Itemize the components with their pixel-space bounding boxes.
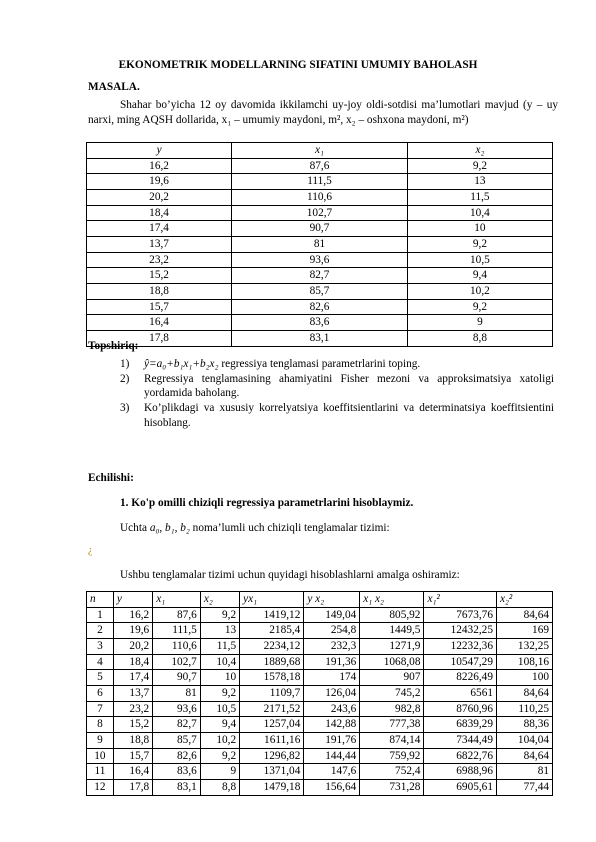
table-row xyxy=(87,748,553,764)
table-cell: 12432,25 xyxy=(424,623,497,639)
table-cell: 18,8 xyxy=(113,733,152,749)
step1-variables: a₀, b₁, b₂ xyxy=(149,522,190,534)
step1-text-pre: Uchta xyxy=(120,522,150,534)
table-row xyxy=(87,299,553,315)
table-cell: 17,4 xyxy=(113,670,152,686)
table-cell: 9,2 xyxy=(200,607,239,623)
table-row xyxy=(87,221,553,237)
table-cell: 1068,08 xyxy=(360,654,424,670)
table-cell: 83,1 xyxy=(232,331,408,347)
table-cell: 77,44 xyxy=(496,780,552,796)
table-cell: 110,6 xyxy=(232,190,408,206)
task-list xyxy=(120,357,554,430)
table-row xyxy=(87,701,553,717)
table-row xyxy=(87,654,553,670)
table-cell: 84,64 xyxy=(496,748,552,764)
column-header: x₂² xyxy=(496,592,552,608)
input-data-table xyxy=(86,142,553,347)
table-cell: 982,8 xyxy=(360,701,424,717)
table-cell: 90,7 xyxy=(232,221,408,237)
table-cell: 9 xyxy=(200,764,239,780)
table-cell: 1257,04 xyxy=(240,717,304,733)
column-header: yx₁ xyxy=(240,592,304,608)
column-header: y x₂ xyxy=(304,592,360,608)
task-number: 3) xyxy=(120,402,130,415)
table-cell: 10,5 xyxy=(407,252,552,268)
table-row xyxy=(87,686,553,702)
table-header-row xyxy=(87,143,553,159)
table-cell: 9 xyxy=(407,315,552,331)
task-item xyxy=(120,401,554,430)
table-cell: 149,04 xyxy=(304,607,360,623)
table-row xyxy=(87,205,553,221)
task-text: Regressiya tenglamasining ahamiyatini Fisher mezoni va approksimatsiya xatoligi yordamida baholang. xyxy=(144,372,554,400)
table-cell: 81 xyxy=(153,686,201,702)
table-cell: 1271,9 xyxy=(360,639,424,655)
table-cell: 1109,7 xyxy=(240,686,304,702)
table-cell: 232,3 xyxy=(304,639,360,655)
table-cell: 84,64 xyxy=(496,686,552,702)
table-cell: 874,14 xyxy=(360,733,424,749)
table-cell: 8,8 xyxy=(200,780,239,796)
step1-text-post: noma’lumli uch chiziqli tenglamalar tizimi: xyxy=(189,522,390,534)
table-cell: 9,2 xyxy=(407,299,552,315)
column-header: y xyxy=(87,143,232,159)
table-cell: 9,4 xyxy=(200,717,239,733)
table-cell: 169 xyxy=(496,623,552,639)
table-cell: 13,7 xyxy=(113,686,152,702)
table-row xyxy=(87,284,553,300)
table-cell: 81 xyxy=(232,237,408,253)
table-cell: 23,2 xyxy=(113,701,152,717)
table-cell: 93,6 xyxy=(153,701,201,717)
column-header: x₂ xyxy=(200,592,239,608)
table-cell: 9 xyxy=(87,733,114,749)
table-cell: 83,1 xyxy=(153,780,201,796)
table-cell: 16,4 xyxy=(113,764,152,780)
calc-intro: Ushbu tenglamalar tizimi uchun quyidagi hisoblashlarni amalga oshiramiz: xyxy=(120,569,460,581)
table-cell: 15,2 xyxy=(87,268,232,284)
table-cell: 18,8 xyxy=(87,284,232,300)
table-cell: 2171,52 xyxy=(240,701,304,717)
solution-label: Echilishi: xyxy=(88,472,134,484)
table-cell: 104,04 xyxy=(496,733,552,749)
column-header: x₁ xyxy=(232,143,408,159)
table-cell: 18,4 xyxy=(113,654,152,670)
table-cell: 8 xyxy=(87,717,114,733)
table-cell: 83,6 xyxy=(153,764,201,780)
regression-formula: ŷ=a₀+b₁x₁+b₂x₂ xyxy=(144,358,219,370)
task-item xyxy=(120,357,554,372)
table-cell: 1578,18 xyxy=(240,670,304,686)
table-row xyxy=(87,717,553,733)
table-row xyxy=(87,158,553,174)
table-cell: 19,6 xyxy=(113,623,152,639)
table-cell: 7673,76 xyxy=(424,607,497,623)
table-cell: 15,7 xyxy=(87,299,232,315)
table-cell: 1479,18 xyxy=(240,780,304,796)
table-cell: 110,25 xyxy=(496,701,552,717)
table-cell: 10,4 xyxy=(407,205,552,221)
table-cell: 11,5 xyxy=(200,639,239,655)
table-cell: 83,6 xyxy=(232,315,408,331)
table-cell: 13 xyxy=(200,623,239,639)
table-cell: 111,5 xyxy=(232,174,408,190)
table-cell: 93,6 xyxy=(232,252,408,268)
table-cell: 19,6 xyxy=(87,174,232,190)
table-cell: 82,6 xyxy=(153,748,201,764)
table-cell: 10 xyxy=(407,221,552,237)
table-cell: 11,5 xyxy=(407,190,552,206)
column-header: x₁ x₂ xyxy=(360,592,424,608)
table-row xyxy=(87,607,553,623)
table-cell: 9,2 xyxy=(200,748,239,764)
table-row xyxy=(87,237,553,253)
table-cell: 102,7 xyxy=(153,654,201,670)
column-header: x₁ xyxy=(153,592,201,608)
table-cell: 20,2 xyxy=(113,639,152,655)
table-cell: 20,2 xyxy=(87,190,232,206)
table-cell: 6561 xyxy=(424,686,497,702)
table-cell: 2185,4 xyxy=(240,623,304,639)
table-cell: 18,4 xyxy=(87,205,232,221)
calculation-table xyxy=(86,591,553,796)
step1-heading: 1. Ko'p omilli chiziqli regressiya parametrlarini hisoblaymiz. xyxy=(120,497,414,509)
table-row xyxy=(87,252,553,268)
table-cell: 126,04 xyxy=(304,686,360,702)
table-cell: 2234,12 xyxy=(240,639,304,655)
page-title: EKONOMETRIK MODELLARNING SIFATINI UMUMIY BAHOLASH xyxy=(118,59,478,71)
table-cell: 16,4 xyxy=(87,315,232,331)
missing-equation-glyph: ¿ xyxy=(88,545,93,556)
table-cell: 6839,29 xyxy=(424,717,497,733)
table-row xyxy=(87,268,553,284)
table-cell: 8226,49 xyxy=(424,670,497,686)
table-cell: 23,2 xyxy=(87,252,232,268)
table-cell: 745,2 xyxy=(360,686,424,702)
table-cell: 85,7 xyxy=(232,284,408,300)
table-cell: 7344,49 xyxy=(424,733,497,749)
table-row xyxy=(87,190,553,206)
table-cell: 12 xyxy=(87,780,114,796)
table-cell: 102,7 xyxy=(232,205,408,221)
table-cell: 147,6 xyxy=(304,764,360,780)
table-cell: 142,88 xyxy=(304,717,360,733)
column-header: n xyxy=(87,592,114,608)
table-cell: 1 xyxy=(87,607,114,623)
table-cell: 16,2 xyxy=(87,158,232,174)
table-cell: 88,36 xyxy=(496,717,552,733)
table-cell: 191,76 xyxy=(304,733,360,749)
task-number: 1) xyxy=(120,358,130,370)
table-cell: 3 xyxy=(87,639,114,655)
table-cell: 6 xyxy=(87,686,114,702)
table-cell: 805,92 xyxy=(360,607,424,623)
table-cell: 110,6 xyxy=(153,639,201,655)
table-cell: 9,4 xyxy=(407,268,552,284)
task-text: regressiya tenglamasi parametrlarini toping. xyxy=(218,358,421,370)
table-cell: 243,6 xyxy=(304,701,360,717)
task-number: 2) xyxy=(120,372,130,385)
table-cell: 9,2 xyxy=(407,237,552,253)
table-cell: 2 xyxy=(87,623,114,639)
table-row xyxy=(87,780,553,796)
table-cell: 6822,76 xyxy=(424,748,497,764)
table-cell: 1419,12 xyxy=(240,607,304,623)
table-cell: 82,7 xyxy=(232,268,408,284)
task-item xyxy=(120,372,554,401)
table-header-row xyxy=(87,592,553,608)
table-row xyxy=(87,174,553,190)
table-cell: 731,28 xyxy=(360,780,424,796)
table-cell: 15,7 xyxy=(113,748,152,764)
table-cell: 156,64 xyxy=(304,780,360,796)
table-cell: 8760,96 xyxy=(424,701,497,717)
table-cell: 17,8 xyxy=(113,780,152,796)
table-cell: 10,5 xyxy=(200,701,239,717)
table-cell: 174 xyxy=(304,670,360,686)
table-row xyxy=(87,764,553,780)
table-cell: 4 xyxy=(87,654,114,670)
table-cell: 907 xyxy=(360,670,424,686)
problem-label: MASALA. xyxy=(88,81,140,93)
table-cell: 100 xyxy=(496,670,552,686)
table-cell: 191,36 xyxy=(304,654,360,670)
table-cell: 90,7 xyxy=(153,670,201,686)
table-cell: 1449,5 xyxy=(360,623,424,639)
table-cell: 87,6 xyxy=(153,607,201,623)
table-cell: 9,2 xyxy=(200,686,239,702)
step1-text xyxy=(88,521,558,536)
table-cell: 8,8 xyxy=(407,331,552,347)
table-cell: 5 xyxy=(87,670,114,686)
table-cell: 144,44 xyxy=(304,748,360,764)
table-cell: 132,25 xyxy=(496,639,552,655)
table-cell: 82,7 xyxy=(153,717,201,733)
table-cell: 13 xyxy=(407,174,552,190)
table-cell: 10,2 xyxy=(407,284,552,300)
task-label: Topshiriq: xyxy=(88,340,139,352)
table-cell: 87,6 xyxy=(232,158,408,174)
table-cell: 1611,16 xyxy=(240,733,304,749)
table-cell: 17,4 xyxy=(87,221,232,237)
problem-statement: Shahar bo’yicha 12 oy davomida ikkilamchi uy-joy oldi-sotdisi ma’lumotlari mavjud (y – uy narxi, ming AQSH dollarida, x₁ – umumiy maydoni, m², x₂ – oshxona maydoni, m²) xyxy=(88,99,558,126)
table-row xyxy=(87,733,553,749)
table-cell: 254,8 xyxy=(304,623,360,639)
table-cell: 15,2 xyxy=(113,717,152,733)
table-cell: 1889,68 xyxy=(240,654,304,670)
table-cell: 17,8 xyxy=(87,331,232,347)
table-row xyxy=(87,315,553,331)
table-cell: 1371,04 xyxy=(240,764,304,780)
table-cell: 81 xyxy=(496,764,552,780)
table-cell: 6905,61 xyxy=(424,780,497,796)
table-cell: 10 xyxy=(200,670,239,686)
table-cell: 84,64 xyxy=(496,607,552,623)
table-cell: 108,16 xyxy=(496,654,552,670)
table-cell: 85,7 xyxy=(153,733,201,749)
table-cell: 12232,36 xyxy=(424,639,497,655)
table-cell: 752,4 xyxy=(360,764,424,780)
table-cell: 9,2 xyxy=(407,158,552,174)
table-cell: 6988,96 xyxy=(424,764,497,780)
table-cell: 10 xyxy=(87,748,114,764)
table-cell: 7 xyxy=(87,701,114,717)
column-header: x₂ xyxy=(407,143,552,159)
task-text: Ko’plikdagi va xususiy korrelyatsiya koeffitsientlarini va determinatsiya koeffitsientini hisoblang. xyxy=(144,402,554,429)
table-row xyxy=(87,623,553,639)
table-cell: 777,38 xyxy=(360,717,424,733)
table-cell: 1296,82 xyxy=(240,748,304,764)
table-cell: 13,7 xyxy=(87,237,232,253)
table-cell: 10547,29 xyxy=(424,654,497,670)
table-cell: 10,2 xyxy=(200,733,239,749)
table-cell: 82,6 xyxy=(232,299,408,315)
table-row xyxy=(87,639,553,655)
column-header: x₁² xyxy=(424,592,497,608)
table-cell: 111,5 xyxy=(153,623,201,639)
table-cell: 759,92 xyxy=(360,748,424,764)
table-row xyxy=(87,670,553,686)
table-cell: 11 xyxy=(87,764,114,780)
table-cell: 16,2 xyxy=(113,607,152,623)
table-cell: 10,4 xyxy=(200,654,239,670)
column-header: y xyxy=(113,592,152,608)
